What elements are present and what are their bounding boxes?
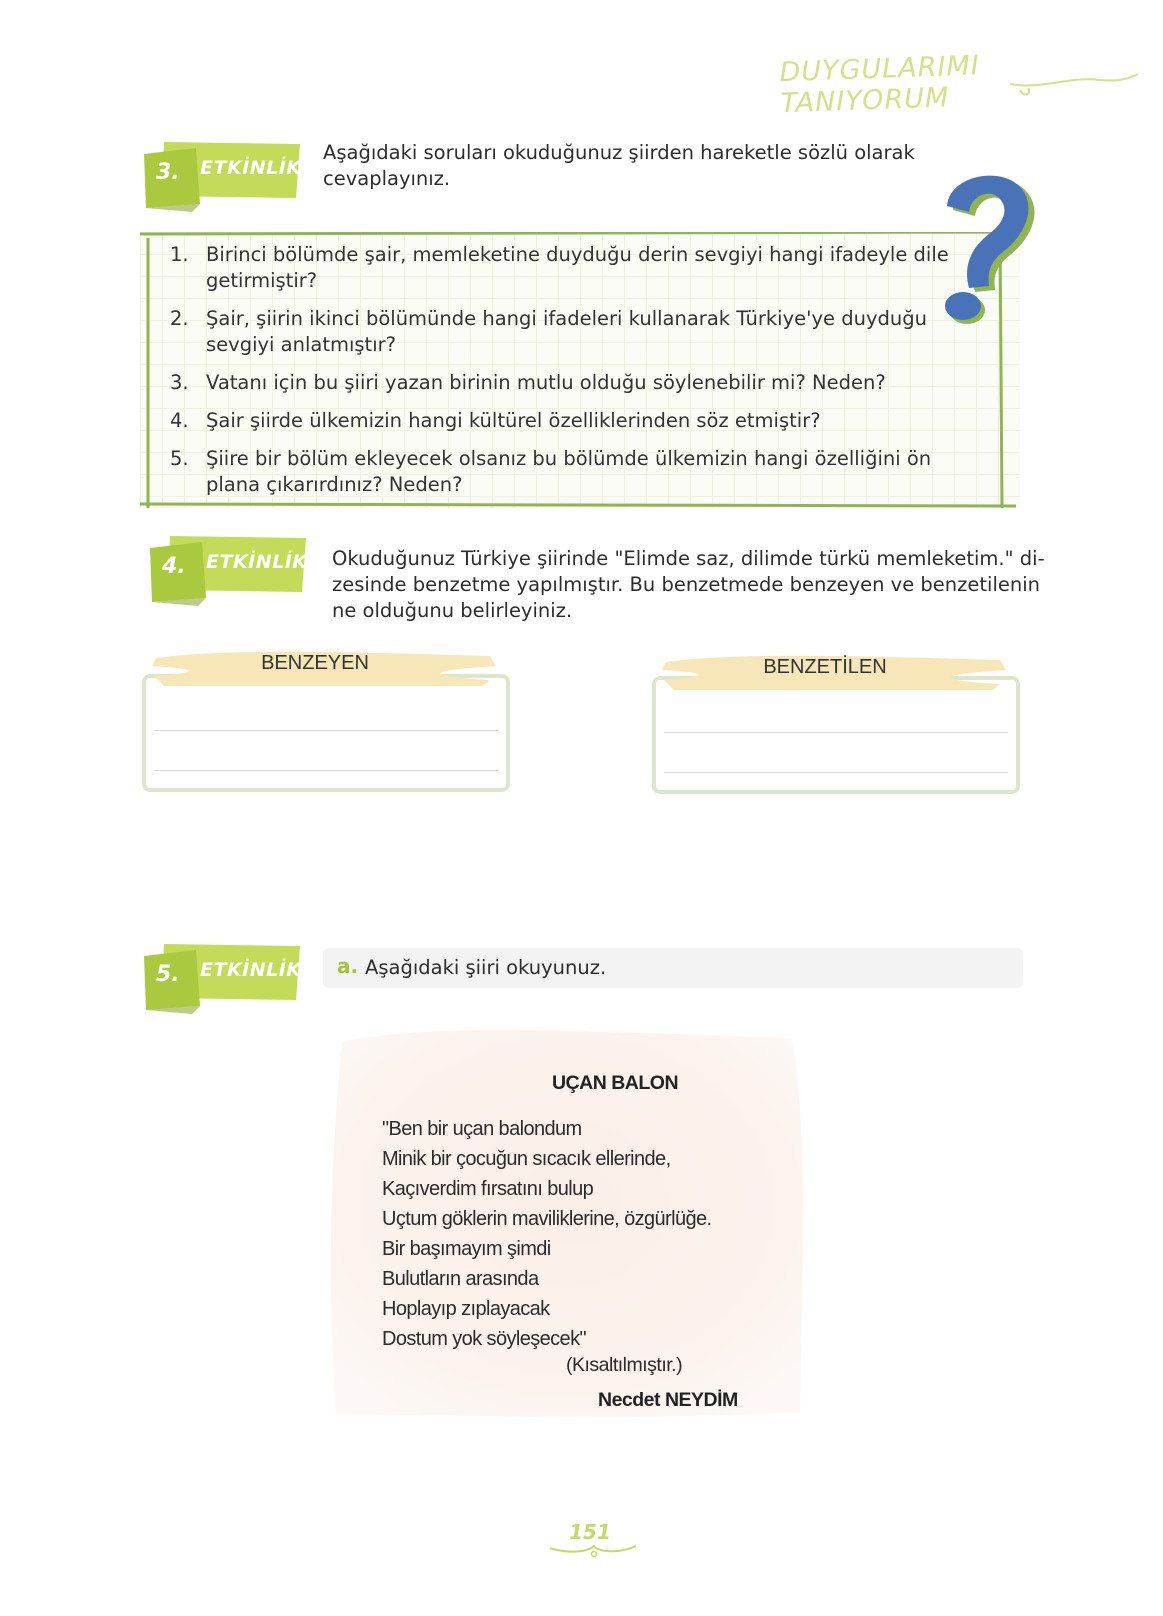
poem-body <box>382 1114 711 1354</box>
poem-line: "Ben bir uçan balondum <box>382 1118 582 1140</box>
benzetilen-answer-box[interactable] <box>652 676 1020 794</box>
page-number: 151 <box>569 1520 611 1544</box>
activity-4-instruction: Okuduğunuz Türkiye şiirinde "Elimde saz, dilimde türkü memleketim." di- zesinde benzetme yapılmıştır. Bu benzetmede benzeyen ve benzetilenin ne olduğunu belirleyiniz. <box>332 547 1045 622</box>
benzeyen-answer-box[interactable] <box>142 674 510 792</box>
chapter-title-underline <box>1010 72 1140 102</box>
activity-3-badge <box>142 142 302 204</box>
question-item: 1. Birinci bölümde şair, memleketine duyduğu derin sevgiyi hangi ifadeyle dile getirmiştir? <box>170 243 949 292</box>
poem-line: Bulutların arasında <box>382 1268 539 1290</box>
poem-line: Dostum yok söyleşecek" <box>382 1328 586 1350</box>
activity-5-badge <box>142 944 302 1006</box>
question-item: 3. Vatanı için bu şiiri yazan birinin mutlu olduğu söylenebilir mi? Neden? <box>170 371 886 394</box>
poem-line: Bir başımayım şimdi <box>382 1238 551 1260</box>
activity-label: ETKİNLİK <box>200 959 302 981</box>
item-text: Aşağıdaki şiiri okuyunuz. <box>365 956 607 979</box>
poem-author: Necdet NEYDİM <box>598 1389 738 1411</box>
activity-number: 5. <box>156 962 180 987</box>
item-letter: a. <box>337 954 359 978</box>
question-mark-icon <box>935 170 1055 330</box>
poem-line: Minik bir çocuğun sıcacık ellerinde, <box>382 1148 671 1170</box>
poem-title: UÇAN BALON <box>551 1072 679 1094</box>
activity-number: 4. <box>162 554 186 579</box>
activity-3-instruction: Aşağıdaki soruları okuduğunuz şiirden hareketle sözlü olarak cevaplayınız. <box>323 141 915 190</box>
page-number-underline <box>548 1538 638 1558</box>
chapter-title: DUYGULARIMI TANIYORUM <box>779 50 981 120</box>
question-item: 4. Şair şiirde ülkemizin hangi kültürel özelliklerinden söz etmiştir? <box>170 409 821 432</box>
activity-label: ETKİNLİK <box>206 551 308 573</box>
poem-line: Uçtum göklerin maviliklerine, özgürlüğe. <box>382 1208 712 1230</box>
questions-box <box>140 232 1020 508</box>
activity-5-item-bar <box>323 948 1023 988</box>
questions-list <box>170 242 970 510</box>
poem-line: Kaçıverdim fırsatını bulup <box>382 1178 594 1200</box>
benzetilen-label: BENZETİLEN <box>763 656 887 678</box>
poem-line: Hoplayıp zıplayacak <box>382 1298 550 1320</box>
question-item: 2. Şair, şiirin ikinci bölümünde hangi ifadeleri kullanarak Türkiye'ye duyduğu sevgiyi anlatmıştır? <box>170 307 927 356</box>
benzeyen-label: BENZEYEN <box>261 652 369 674</box>
activity-number: 3. <box>156 160 180 185</box>
poem-note: (Kısaltılmıştır.) <box>566 1354 683 1376</box>
activity-4-badge <box>148 536 308 598</box>
question-item: 5. Şiire bir bölüm ekleyecek olsanız bu bölümde ülkemizin hangi özelliğini ön plana çıkarırdınız? Neden? <box>170 447 932 496</box>
activity-label: ETKİNLİK <box>200 157 302 179</box>
